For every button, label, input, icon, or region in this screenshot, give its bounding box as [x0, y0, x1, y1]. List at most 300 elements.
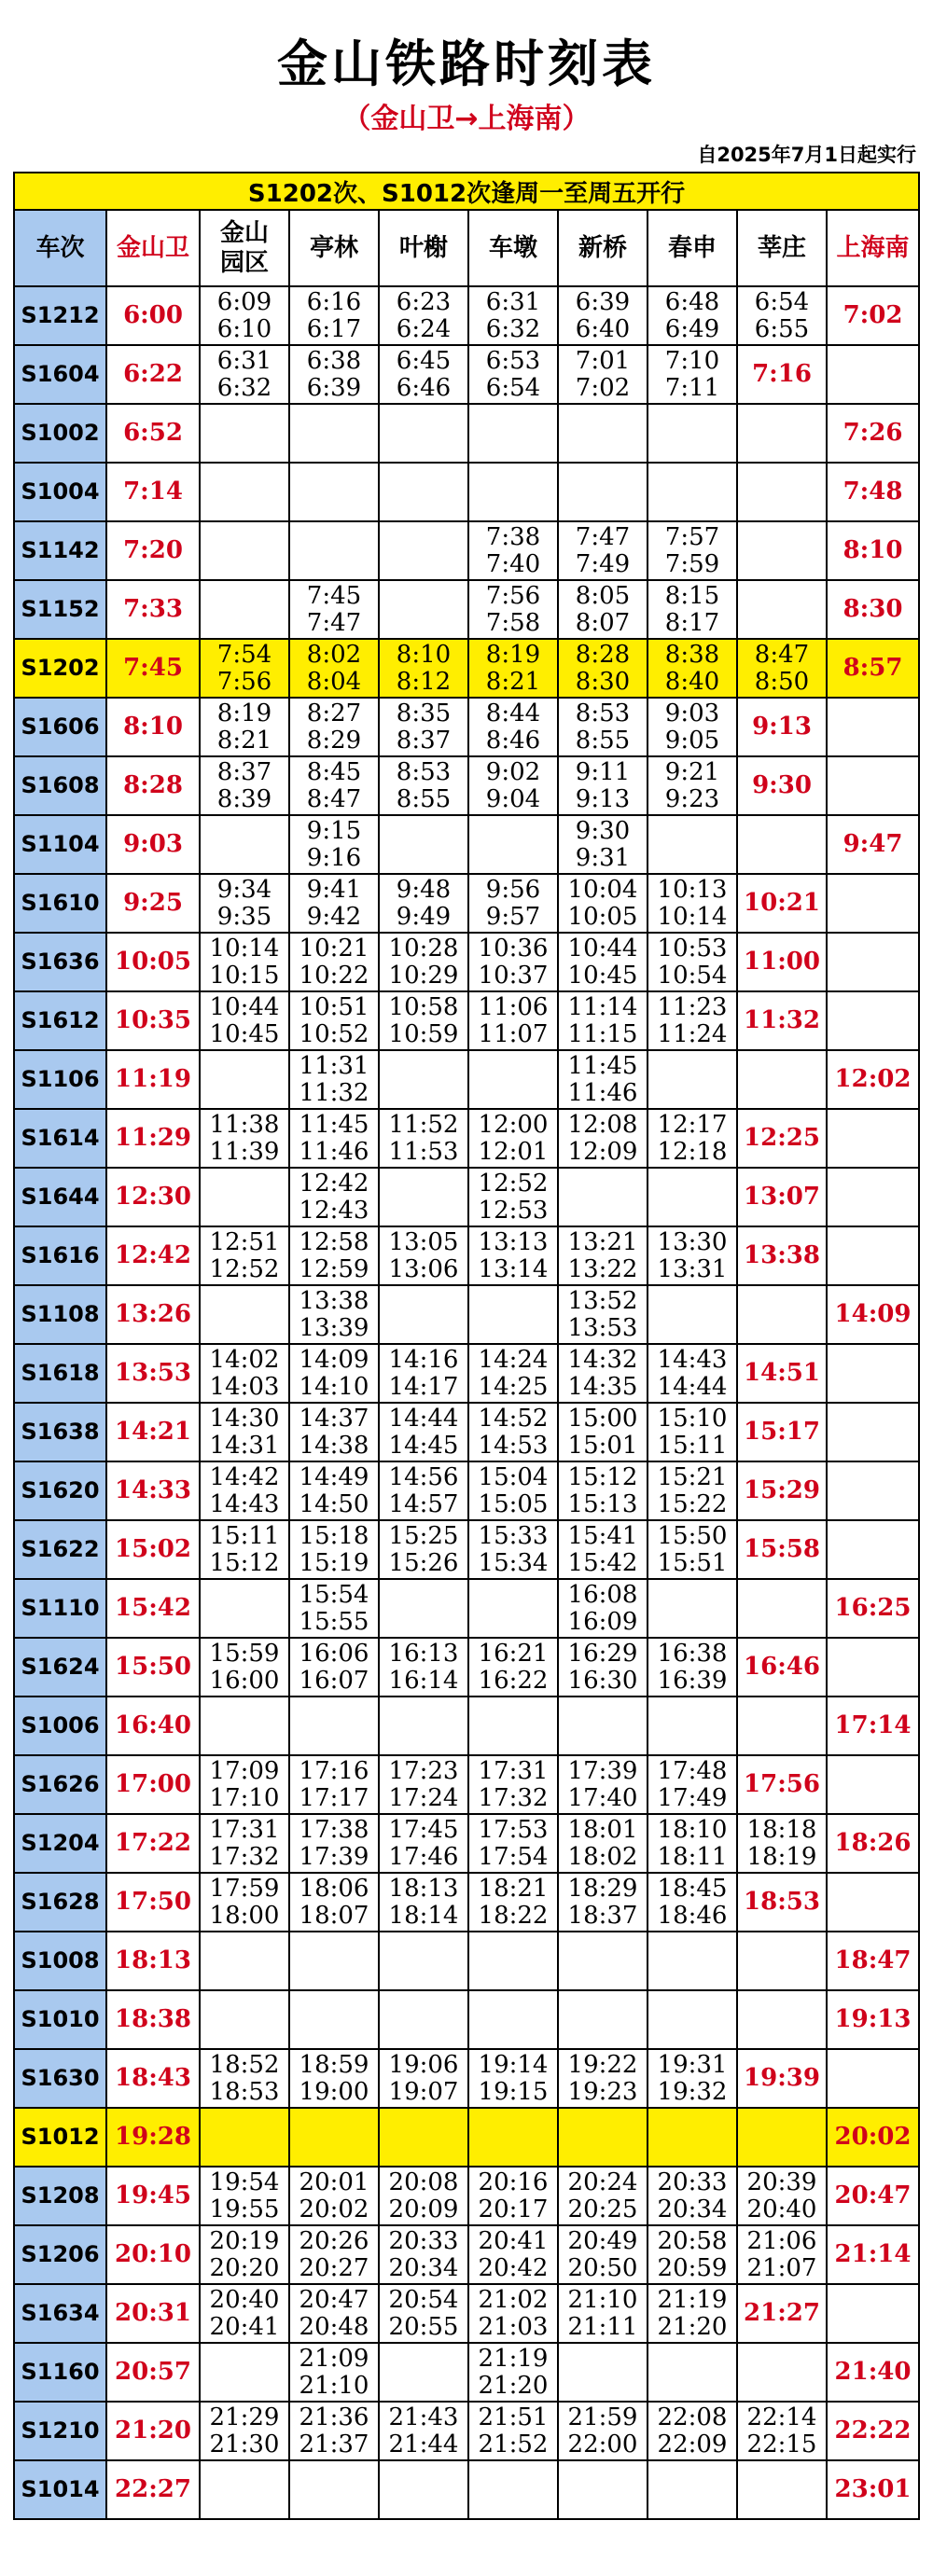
- time-chunshen: [648, 1697, 737, 1755]
- time-shanghai-south: [827, 1461, 919, 1520]
- time-tinglin: [289, 1285, 379, 1344]
- time-jinshan-park: [200, 1050, 289, 1109]
- time-shanghai-south: [827, 2402, 919, 2460]
- time-jinshan-park: [200, 1285, 289, 1344]
- time-xinqiao: [558, 756, 648, 815]
- time-tinglin-value: 18:06 18:07: [299, 1874, 369, 1930]
- train-number: [14, 404, 106, 463]
- time-jinshanwei-value: 10:05: [115, 948, 191, 976]
- time-jinshan-park: [200, 1520, 289, 1579]
- time-tinglin: [289, 1226, 379, 1285]
- time-shanghai-south: [827, 933, 919, 991]
- time-yexie: [379, 2049, 468, 2108]
- time-jinshan-park-value: 11:38 11:39: [209, 1110, 280, 1166]
- time-xinqiao: [558, 874, 648, 933]
- time-jinshan-park-value: 8:19 8:21: [216, 699, 272, 755]
- time-chunshen: [648, 2343, 737, 2402]
- time-xinqiao-value: 20:49 20:50: [567, 2226, 638, 2282]
- time-xinqiao: [558, 2167, 648, 2225]
- time-jinshanwei-value: 11:29: [115, 1124, 191, 1152]
- time-xinzhuang-value: 17:56: [744, 1770, 820, 1798]
- time-xinzhuang: [737, 2108, 827, 2167]
- time-chedun-value: 14:52 14:53: [478, 1404, 549, 1460]
- time-shanghai-south: [827, 1050, 919, 1109]
- time-tinglin-value: 21:09 21:10: [299, 2344, 369, 2400]
- time-jinshan-park-value: 10:44 10:45: [209, 992, 280, 1048]
- time-chunshen: [648, 756, 737, 815]
- time-xinqiao-value: 9:30 9:31: [575, 816, 631, 872]
- time-xinqiao: [558, 815, 648, 874]
- time-chedun-value: 19:14 19:15: [478, 2050, 549, 2106]
- time-jinshan-park-value: 17:09 17:10: [209, 1756, 280, 1812]
- table-row: [14, 933, 919, 991]
- time-jinshanwei-value: 12:30: [115, 1183, 191, 1211]
- time-chedun-value: 8:19 8:21: [485, 640, 541, 696]
- time-jinshanwei: [106, 2402, 200, 2460]
- time-xinqiao: [558, 2049, 648, 2108]
- time-yexie: [379, 991, 468, 1050]
- train-number-value: S1108: [21, 1301, 100, 1327]
- time-chedun: [468, 2284, 558, 2343]
- time-xinzhuang: [737, 580, 827, 639]
- time-jinshan-park: [200, 1755, 289, 1814]
- train-number: [14, 2225, 106, 2284]
- time-chedun: [468, 345, 558, 404]
- time-xinzhuang: [737, 1403, 827, 1461]
- time-xinqiao-value: 8:05 8:07: [575, 581, 631, 637]
- time-jinshan-park: [200, 404, 289, 463]
- time-shanghai-south-value: 20:47: [834, 2181, 912, 2209]
- train-number: [14, 698, 106, 756]
- time-xinqiao: [558, 1285, 648, 1344]
- time-shanghai-south: [827, 2108, 919, 2167]
- time-jinshanwei: [106, 1461, 200, 1520]
- train-number-value: S1006: [21, 1712, 100, 1738]
- time-tinglin-value: 8:27 8:29: [306, 699, 362, 755]
- time-shanghai-south: [827, 2460, 919, 2519]
- train-number-value: S1606: [21, 713, 100, 740]
- time-yexie: [379, 521, 468, 580]
- time-jinshan-park: [200, 2049, 289, 2108]
- time-chunshen-value: 13:30 13:31: [657, 1227, 728, 1283]
- time-xinqiao: [558, 286, 648, 345]
- time-chedun-value: 17:31 17:32: [478, 1756, 549, 1812]
- time-chedun: [468, 2343, 558, 2402]
- time-shanghai-south-value: 20:02: [834, 2123, 912, 2151]
- time-xinzhuang-value: 16:46: [744, 1653, 820, 1681]
- time-xinqiao: [558, 345, 648, 404]
- route-subtitle: （金山卫→上海南）: [342, 103, 591, 135]
- time-xinzhuang: [737, 1226, 827, 1285]
- time-chedun: [468, 1461, 558, 1520]
- time-tinglin-value: 14:09 14:10: [299, 1345, 369, 1401]
- train-number-value: S1616: [21, 1242, 100, 1268]
- table-row: [14, 1697, 919, 1755]
- time-xinzhuang-value: 6:54 6:55: [754, 287, 810, 343]
- time-chedun: [468, 991, 558, 1050]
- time-xinzhuang-value: 7:16: [752, 360, 812, 388]
- time-jinshan-park-value: 18:52 18:53: [209, 2050, 280, 2106]
- table-row: [14, 1461, 919, 1520]
- time-chedun-value: 16:21 16:22: [478, 1639, 549, 1695]
- time-xinzhuang: [737, 2343, 827, 2402]
- time-yexie-value: 6:45 6:46: [396, 346, 452, 402]
- time-chunshen-value: 11:23 11:24: [657, 992, 728, 1048]
- time-jinshan-park-value: 8:37 8:39: [216, 757, 272, 813]
- time-shanghai-south: [827, 1168, 919, 1226]
- time-jinshanwei-value: 13:26: [115, 1300, 191, 1328]
- time-chunshen-value: 7:57 7:59: [664, 522, 720, 578]
- time-jinshanwei-value: 12:42: [115, 1241, 191, 1269]
- time-jinshan-park: [200, 2225, 289, 2284]
- time-xinzhuang: [737, 2225, 827, 2284]
- train-number: [14, 1403, 106, 1461]
- time-xinqiao-value: 15:00 15:01: [567, 1404, 638, 1460]
- time-chedun: [468, 1873, 558, 1932]
- train-number-value: S1012: [21, 2124, 100, 2150]
- header-station-tinglin: 亭林: [289, 210, 379, 286]
- time-xinzhuang-value: 20:39 20:40: [746, 2167, 817, 2223]
- time-xinzhuang: [737, 1932, 827, 1990]
- time-jinshan-park: [200, 286, 289, 345]
- time-jinshan-park: [200, 2167, 289, 2225]
- time-jinshanwei: [106, 991, 200, 1050]
- table-row: [14, 2343, 919, 2402]
- time-xinqiao-value: 9:11 9:13: [575, 757, 631, 813]
- time-jinshan-park-value: 20:40 20:41: [209, 2285, 280, 2341]
- time-xinzhuang: [737, 2402, 827, 2460]
- time-chedun-value: 14:24 14:25: [478, 1345, 549, 1401]
- time-jinshan-park: [200, 639, 289, 698]
- time-xinqiao-value: 20:24 20:25: [567, 2167, 638, 2223]
- time-tinglin: [289, 991, 379, 1050]
- time-jinshan-park-value: 17:59 18:00: [209, 1874, 280, 1930]
- time-jinshanwei: [106, 1285, 200, 1344]
- time-yexie: [379, 2343, 468, 2402]
- train-number-value: S1008: [21, 1947, 100, 1974]
- time-chunshen: [648, 521, 737, 580]
- time-chedun-value: 21:19 21:20: [478, 2344, 549, 2400]
- time-chunshen: [648, 2402, 737, 2460]
- time-jinshanwei-value: 16:40: [115, 1711, 191, 1739]
- table-row: [14, 1932, 919, 1990]
- time-chedun: [468, 1755, 558, 1814]
- time-tinglin: [289, 756, 379, 815]
- train-number-value: S1204: [21, 1830, 100, 1856]
- time-xinzhuang: [737, 1755, 827, 1814]
- time-xinqiao-value: 12:08 12:09: [567, 1110, 638, 1166]
- table-row: [14, 1520, 919, 1579]
- time-chunshen-value: 18:10 18:11: [657, 1815, 728, 1871]
- time-xinqiao-value: 11:14 11:15: [567, 992, 638, 1048]
- time-shanghai-south: [827, 1755, 919, 1814]
- time-jinshanwei-value: 6:52: [123, 419, 183, 447]
- time-xinqiao: [558, 1050, 648, 1109]
- time-jinshan-park: [200, 1873, 289, 1932]
- time-chunshen-value: 15:21 15:22: [657, 1462, 728, 1518]
- table-row: [14, 1050, 919, 1109]
- table-row: [14, 991, 919, 1050]
- time-xinqiao-value: 8:28 8:30: [575, 640, 631, 696]
- time-xinqiao: [558, 521, 648, 580]
- time-shanghai-south: [827, 580, 919, 639]
- time-chunshen: [648, 1403, 737, 1461]
- time-chunshen-value: 9:03 9:05: [664, 699, 720, 755]
- table-row: [14, 345, 919, 404]
- header-station-yexie: 叶榭: [379, 210, 468, 286]
- time-xinqiao: [558, 1755, 648, 1814]
- time-jinshanwei: [106, 1814, 200, 1873]
- time-jinshan-park-value: 7:54 7:56: [216, 640, 272, 696]
- train-number: [14, 1285, 106, 1344]
- time-yexie-value: 10:28 10:29: [388, 934, 459, 990]
- time-chunshen-value: 9:21 9:23: [664, 757, 720, 813]
- time-xinzhuang-value: 21:06 21:07: [746, 2226, 817, 2282]
- table-row: [14, 1579, 919, 1638]
- time-jinshan-park: [200, 756, 289, 815]
- table-row: [14, 1226, 919, 1285]
- time-yexie-value: 18:13 18:14: [388, 1874, 459, 1930]
- time-xinzhuang: [737, 1050, 827, 1109]
- time-xinqiao: [558, 1697, 648, 1755]
- time-chunshen: [648, 1050, 737, 1109]
- time-tinglin: [289, 1932, 379, 1990]
- time-shanghai-south-value: 18:47: [834, 1946, 912, 1974]
- header-station-xinqiao: 新桥: [558, 210, 648, 286]
- time-yexie: [379, 286, 468, 345]
- train-number-value: S1638: [21, 1419, 100, 1445]
- time-chunshen: [648, 2049, 737, 2108]
- time-jinshan-park: [200, 1403, 289, 1461]
- time-chedun-value: 10:36 10:37: [478, 934, 549, 990]
- time-jinshan-park: [200, 580, 289, 639]
- time-chunshen: [648, 1344, 737, 1403]
- time-tinglin: [289, 2284, 379, 2343]
- train-number-value: S1630: [21, 2065, 100, 2091]
- train-number-value: S1206: [21, 2241, 100, 2267]
- time-jinshan-park-value: 9:34 9:35: [216, 875, 272, 931]
- time-chedun: [468, 286, 558, 345]
- time-xinqiao: [558, 1873, 648, 1932]
- time-jinshanwei-value: 6:22: [123, 360, 183, 388]
- time-chunshen: [648, 874, 737, 933]
- header-station-chedun: 车墩: [468, 210, 558, 286]
- time-chunshen: [648, 1520, 737, 1579]
- time-yexie-value: 10:58 10:59: [388, 992, 459, 1048]
- time-xinzhuang: [737, 1638, 827, 1697]
- train-number: [14, 1755, 106, 1814]
- table-row: [14, 2049, 919, 2108]
- time-yexie-value: 14:56 14:57: [388, 1462, 459, 1518]
- time-shanghai-south-value: 8:30: [842, 595, 903, 623]
- time-xinqiao: [558, 1461, 648, 1520]
- time-shanghai-south: [827, 1990, 919, 2049]
- time-xinzhuang: [737, 1579, 827, 1638]
- table-row: [14, 874, 919, 933]
- time-jinshan-park: [200, 1638, 289, 1697]
- time-tinglin: [289, 580, 379, 639]
- time-shanghai-south-value: 22:22: [834, 2417, 912, 2444]
- time-jinshan-park: [200, 1990, 289, 2049]
- time-chedun: [468, 1814, 558, 1873]
- time-xinqiao: [558, 580, 648, 639]
- time-jinshanwei: [106, 1755, 200, 1814]
- time-chedun-value: 8:44 8:46: [485, 699, 541, 755]
- time-chedun: [468, 1990, 558, 2049]
- time-xinzhuang: [737, 1461, 827, 1520]
- time-yexie-value: 16:13 16:14: [388, 1639, 459, 1695]
- time-shanghai-south: [827, 815, 919, 874]
- time-xinzhuang: [737, 756, 827, 815]
- time-jinshanwei-value: 7:14: [123, 478, 183, 506]
- time-chedun-value: 12:52 12:53: [478, 1169, 549, 1225]
- time-xinzhuang: [737, 2167, 827, 2225]
- time-xinqiao: [558, 404, 648, 463]
- table-row: [14, 698, 919, 756]
- time-xinqiao: [558, 2343, 648, 2402]
- time-chedun: [468, 1638, 558, 1697]
- time-jinshanwei-value: 20:57: [115, 2358, 191, 2386]
- time-jinshanwei: [106, 1050, 200, 1109]
- time-jinshanwei-value: 6:00: [123, 301, 183, 329]
- time-chunshen-value: 15:50 15:51: [657, 1521, 728, 1577]
- time-jinshan-park: [200, 1226, 289, 1285]
- time-shanghai-south-value: 7:02: [842, 301, 903, 329]
- time-chedun: [468, 698, 558, 756]
- time-chunshen-value: 22:08 22:09: [657, 2403, 728, 2458]
- time-jinshanwei-value: 9:03: [123, 830, 183, 858]
- time-jinshan-park-value: 6:31 6:32: [216, 346, 272, 402]
- train-number: [14, 1226, 106, 1285]
- time-xinqiao-value: 19:22 19:23: [567, 2050, 638, 2106]
- time-xinzhuang: [737, 1990, 827, 2049]
- time-tinglin: [289, 1109, 379, 1168]
- time-jinshan-park-value: 15:59 16:00: [209, 1639, 280, 1695]
- time-jinshanwei: [106, 2343, 200, 2402]
- time-jinshan-park: [200, 2460, 289, 2519]
- time-yexie: [379, 2225, 468, 2284]
- time-xinqiao-value: 7:01 7:02: [575, 346, 631, 402]
- time-jinshanwei-value: 21:20: [115, 2417, 191, 2444]
- time-xinzhuang: [737, 1285, 827, 1344]
- time-chunshen: [648, 2108, 737, 2167]
- train-number-value: S1608: [21, 772, 100, 798]
- time-xinzhuang-value: 15:29: [744, 1476, 820, 1504]
- time-jinshanwei-value: 9:25: [123, 889, 183, 917]
- time-xinzhuang-value: 18:18 18:19: [746, 1815, 817, 1871]
- time-chedun: [468, 463, 558, 521]
- train-number: [14, 815, 106, 874]
- time-chunshen: [648, 1579, 737, 1638]
- time-jinshanwei: [106, 874, 200, 933]
- train-number: [14, 1697, 106, 1755]
- time-chedun-value: 15:33 15:34: [478, 1521, 549, 1577]
- time-jinshanwei: [106, 404, 200, 463]
- time-chunshen-value: 8:38 8:40: [664, 640, 720, 696]
- time-yexie: [379, 463, 468, 521]
- time-xinzhuang-value: 12:25: [744, 1124, 820, 1152]
- time-tinglin-value: 15:54 15:55: [299, 1580, 369, 1636]
- train-number-value: S1202: [21, 655, 100, 681]
- table-row: [14, 580, 919, 639]
- time-yexie: [379, 1755, 468, 1814]
- time-chunshen-value: 8:15 8:17: [664, 581, 720, 637]
- time-jinshan-park-value: 21:29 21:30: [209, 2403, 280, 2458]
- time-chunshen-value: 6:48 6:49: [664, 287, 720, 343]
- time-jinshanwei: [106, 639, 200, 698]
- time-tinglin-value: 7:45 7:47: [306, 581, 362, 637]
- time-xinqiao: [558, 1520, 648, 1579]
- time-xinqiao: [558, 2402, 648, 2460]
- time-xinzhuang-value: 8:47 8:50: [754, 640, 810, 696]
- timetable-rows: [14, 286, 919, 2519]
- time-chedun: [468, 2460, 558, 2519]
- time-chunshen: [648, 463, 737, 521]
- train-number: [14, 1168, 106, 1226]
- time-chedun: [468, 1168, 558, 1226]
- train-number: [14, 1344, 106, 1403]
- time-xinqiao-value: 16:08 16:09: [567, 1580, 638, 1636]
- time-jinshan-park-value: 19:54 19:55: [209, 2167, 280, 2223]
- time-jinshanwei: [106, 1638, 200, 1697]
- train-number: [14, 1050, 106, 1109]
- time-tinglin-value: 15:18 15:19: [299, 1521, 369, 1577]
- table-row: [14, 2108, 919, 2167]
- time-jinshanwei-value: 19:28: [115, 2123, 191, 2151]
- time-jinshanwei: [106, 2284, 200, 2343]
- time-tinglin: [289, 1403, 379, 1461]
- time-yexie: [379, 1697, 468, 1755]
- time-xinqiao: [558, 1403, 648, 1461]
- train-number-value: S1014: [21, 2476, 100, 2502]
- time-tinglin-value: 10:21 10:22: [299, 934, 369, 990]
- page-title: 金山铁路时刻表: [277, 35, 656, 93]
- time-jinshanwei-value: 13:53: [115, 1359, 191, 1387]
- time-xinzhuang: [737, 1873, 827, 1932]
- time-jinshanwei-value: 18:38: [115, 2005, 191, 2033]
- time-chedun: [468, 1344, 558, 1403]
- time-shanghai-south: [827, 345, 919, 404]
- time-xinzhuang: [737, 815, 827, 874]
- header-train-number: 车次: [14, 210, 106, 286]
- time-tinglin: [289, 1168, 379, 1226]
- time-yexie-value: 20:08 20:09: [388, 2167, 459, 2223]
- time-xinqiao: [558, 463, 648, 521]
- time-tinglin: [289, 1520, 379, 1579]
- time-shanghai-south-value: 21:14: [834, 2240, 912, 2268]
- time-jinshan-park-value: 20:19 20:20: [209, 2226, 280, 2282]
- train-number: [14, 286, 106, 345]
- train-number: [14, 1461, 106, 1520]
- time-chedun-value: 7:38 7:40: [485, 522, 541, 578]
- time-yexie: [379, 345, 468, 404]
- time-chedun: [468, 1579, 558, 1638]
- time-tinglin: [289, 1814, 379, 1873]
- train-number: [14, 1638, 106, 1697]
- time-shanghai-south: [827, 521, 919, 580]
- time-xinzhuang: [737, 463, 827, 521]
- time-xinqiao: [558, 698, 648, 756]
- time-yexie: [379, 404, 468, 463]
- time-jinshanwei: [106, 698, 200, 756]
- time-yexie: [379, 580, 468, 639]
- time-chunshen: [648, 1814, 737, 1873]
- table-row: [14, 756, 919, 815]
- time-shanghai-south: [827, 1403, 919, 1461]
- time-tinglin-value: 17:16 17:17: [299, 1756, 369, 1812]
- time-chedun-value: 9:56 9:57: [485, 875, 541, 931]
- time-chedun: [468, 1050, 558, 1109]
